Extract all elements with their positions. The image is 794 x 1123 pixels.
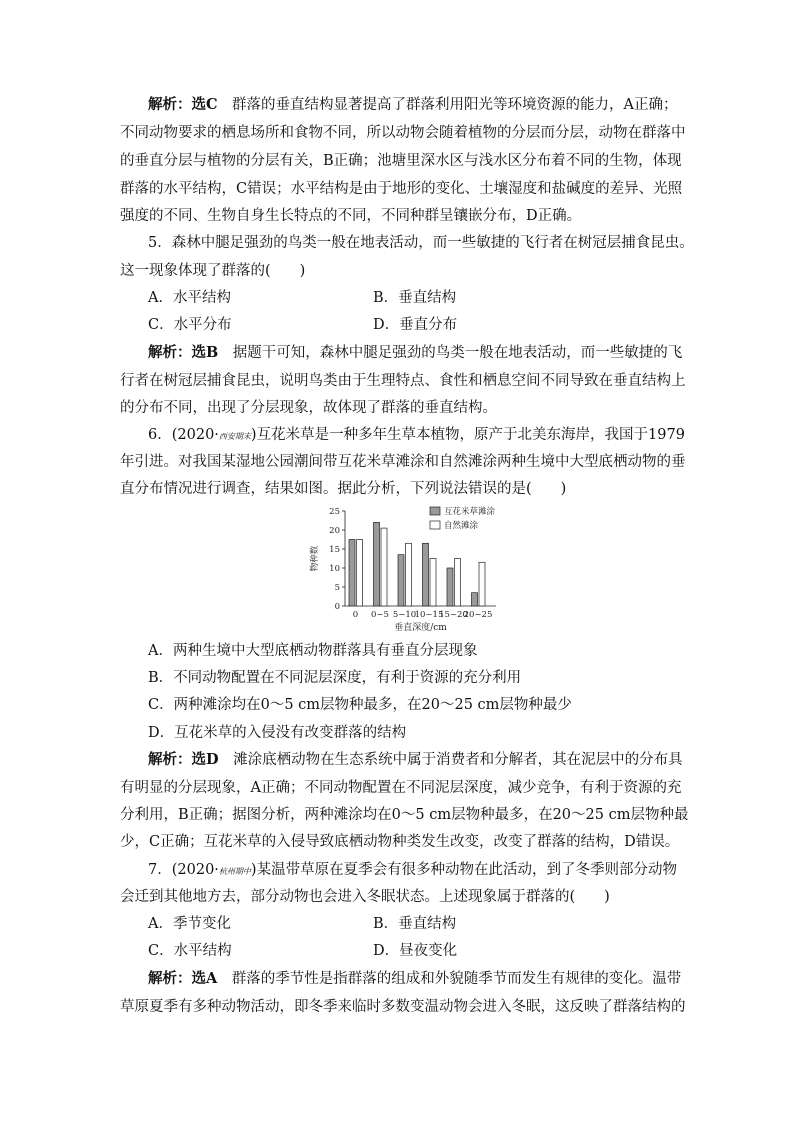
text: 7．( xyxy=(148,862,178,878)
q7-option-c: C．水平结构 xyxy=(148,943,232,959)
q6-stem-line-3: 直分布情况进行调查，结果如图。据此分析，下列说法错误的是( ) xyxy=(120,481,567,497)
y-axis-label: 物种数 xyxy=(310,545,320,572)
q6-option-a: A．两种生境中大型底栖动物群落具有垂直分层现象 xyxy=(148,643,478,659)
q5-analysis-line-1 xyxy=(148,343,708,363)
q4-analysis-line-2: 不同动物要求的栖息场所和食物不同，所以动物会随着植物的分层而分层，动物在群落中 xyxy=(120,125,686,141)
q4-analysis-line-3: 的垂直分层与植物的分层有关，B正确；池塘里深水区与浅水区分布着不同的生物，体现 xyxy=(120,153,682,169)
bar-natural xyxy=(406,543,412,606)
y-tick-label: 0 xyxy=(334,602,340,612)
y-tick-label: 25 xyxy=(329,507,340,517)
question-source: 西安期末 xyxy=(218,432,251,441)
q6-analysis-line-4: 少，C正确；互花米草的入侵导致底栖动物种类发生改变，改变了群落的结构，D错误。 xyxy=(120,834,680,850)
q5-stem-line-1: 5．森林中腿足强劲的鸟类一般在地表活动，而一些敏捷的飞行者在树冠层捕食昆虫。 xyxy=(148,235,694,251)
q6-analysis-line-3: 分利用，B正确；据图分析，两种滩涂均在0～5 cm层物种最多，在20～25 cm层物种最 xyxy=(120,807,689,823)
q5-analysis-line-2: 行者在树冠层捕食昆虫，说明鸟类由于生理特点、食性和栖息空间不同导致在垂直结构上 xyxy=(120,373,686,389)
q5-option-d: D．垂直分布 xyxy=(373,317,458,333)
text: 2020· xyxy=(177,427,219,443)
species-depth-bar-chart xyxy=(305,503,515,633)
text: )某温带草原在夏季会有很多种动物在此活动，到了冬季则部分动物 xyxy=(250,862,678,878)
x-tick-label: 0 xyxy=(352,610,359,620)
q5-option-b: B．垂直结构 xyxy=(373,290,457,306)
q7-stem-line-2: 会迁到其他地方去，部分动物也会进入冬眠状态。上述现象属于群落的( ) xyxy=(120,889,610,905)
x-tick-label: 10~15 xyxy=(414,610,444,620)
x-tick-label: 15~20 xyxy=(439,610,468,620)
legend-swatch xyxy=(430,507,440,515)
bar-spartina xyxy=(423,543,429,606)
x-tick-label: 0~5 xyxy=(371,610,389,620)
text: )互花米草是一种多年生草本植物，原产于北美东海岸，我国于1979 xyxy=(250,427,685,443)
q5-analysis-line-3: 的分布不同，出现了分层现象，故体现了群落的垂直结构。 xyxy=(120,400,497,416)
bar-spartina xyxy=(398,555,404,606)
question-source: 杭州期中 xyxy=(218,867,251,876)
q4-analysis-line-4: 群落的水平结构，C错误；水平结构是由于地形的变化、土壤湿度和盐碱度的差异、光照 xyxy=(120,181,683,197)
q6-stem-line-1 xyxy=(148,425,708,447)
bar-natural xyxy=(455,559,461,607)
text: 据题干可知，森林中腿足强劲的鸟类一般在地表活动，而一些敏捷的飞 xyxy=(232,345,683,361)
y-tick-label: 20 xyxy=(329,526,340,536)
q6-option-c: C．两种滩涂均在0～5 cm层物种最多，在20～25 cm层物种最少 xyxy=(148,697,572,713)
x-tick-label: 20~25 xyxy=(463,610,493,620)
text: 6．( xyxy=(148,427,178,443)
x-axis-label: 垂直深度/cm xyxy=(394,623,447,633)
q5-option-c: C．水平分布 xyxy=(148,317,232,333)
bar-natural xyxy=(479,562,485,606)
q7-option-a: A．季节变化 xyxy=(148,916,231,932)
y-tick-label: 5 xyxy=(334,583,340,593)
text: 2020· xyxy=(177,862,219,878)
analysis-label: 解析：选C xyxy=(148,96,218,113)
text: 群落的垂直结构显著提高了群落利用阳光等环境资源的能力，A正确； xyxy=(232,97,678,113)
bar-natural xyxy=(357,540,363,607)
q6-option-b: B．不同动物配置在不同泥层深度，有利于资源的充分利用 xyxy=(148,670,522,686)
q5-stem-line-2: 这一现象体现了群落的( ) xyxy=(120,263,306,279)
q7-analysis-line-1 xyxy=(148,969,708,989)
q4-analysis-line-1 xyxy=(148,95,708,115)
bar-spartina xyxy=(472,593,478,606)
q7-stem-line-1 xyxy=(148,860,708,882)
y-tick-label: 15 xyxy=(329,545,340,555)
y-tick-label: 10 xyxy=(329,564,340,574)
q7-option-d: D．昼夜变化 xyxy=(373,943,458,959)
analysis-label: 解析：选A xyxy=(148,970,218,987)
x-tick-label: 5~10 xyxy=(392,610,417,620)
text: 群落的季节性是指群落的组成和外貌随季节而发生有规律的变化。温带 xyxy=(231,971,682,987)
legend-label: 互花米草滩涂 xyxy=(444,507,496,517)
analysis-label: 解析：选B xyxy=(148,344,219,361)
text: 滩涂底栖动物在生态系统中属于消费者和分解者，其在泥层中的分布具 xyxy=(233,752,683,768)
q5-option-a: A．水平结构 xyxy=(148,290,231,306)
legend-label: 自然滩涂 xyxy=(444,521,479,531)
bar-spartina xyxy=(447,568,453,606)
analysis-label: 解析：选D xyxy=(148,751,219,768)
q7-analysis-line-2: 草原夏季有多种动物活动，即冬季来临时多数变温动物会进入冬眠，这反映了群落结构的 xyxy=(120,999,686,1015)
q6-option-d: D．互花米草的入侵没有改变群落的结构 xyxy=(148,725,407,741)
bar-spartina xyxy=(374,522,380,606)
bar-natural xyxy=(381,528,387,606)
legend-swatch xyxy=(430,521,440,529)
q6-analysis-line-2: 有明显的分层现象，A正确；不同动物配置在不同泥层深度，减少竞争，有利于资源的充 xyxy=(120,780,682,796)
bar-spartina xyxy=(349,540,355,607)
q4-analysis-line-5: 强度的不同、生物自身生长特点的不同，不同种群呈镶嵌分布，D正确。 xyxy=(120,208,582,224)
q6-stem-line-2: 年引进。对我国某湿地公园潮间带互花米草滩涂和自然滩涂两种生境中大型底栖动物的垂 xyxy=(120,454,686,470)
q7-option-b: B．垂直结构 xyxy=(373,916,457,932)
bar-natural xyxy=(430,559,436,607)
q6-analysis-line-1 xyxy=(148,750,708,770)
